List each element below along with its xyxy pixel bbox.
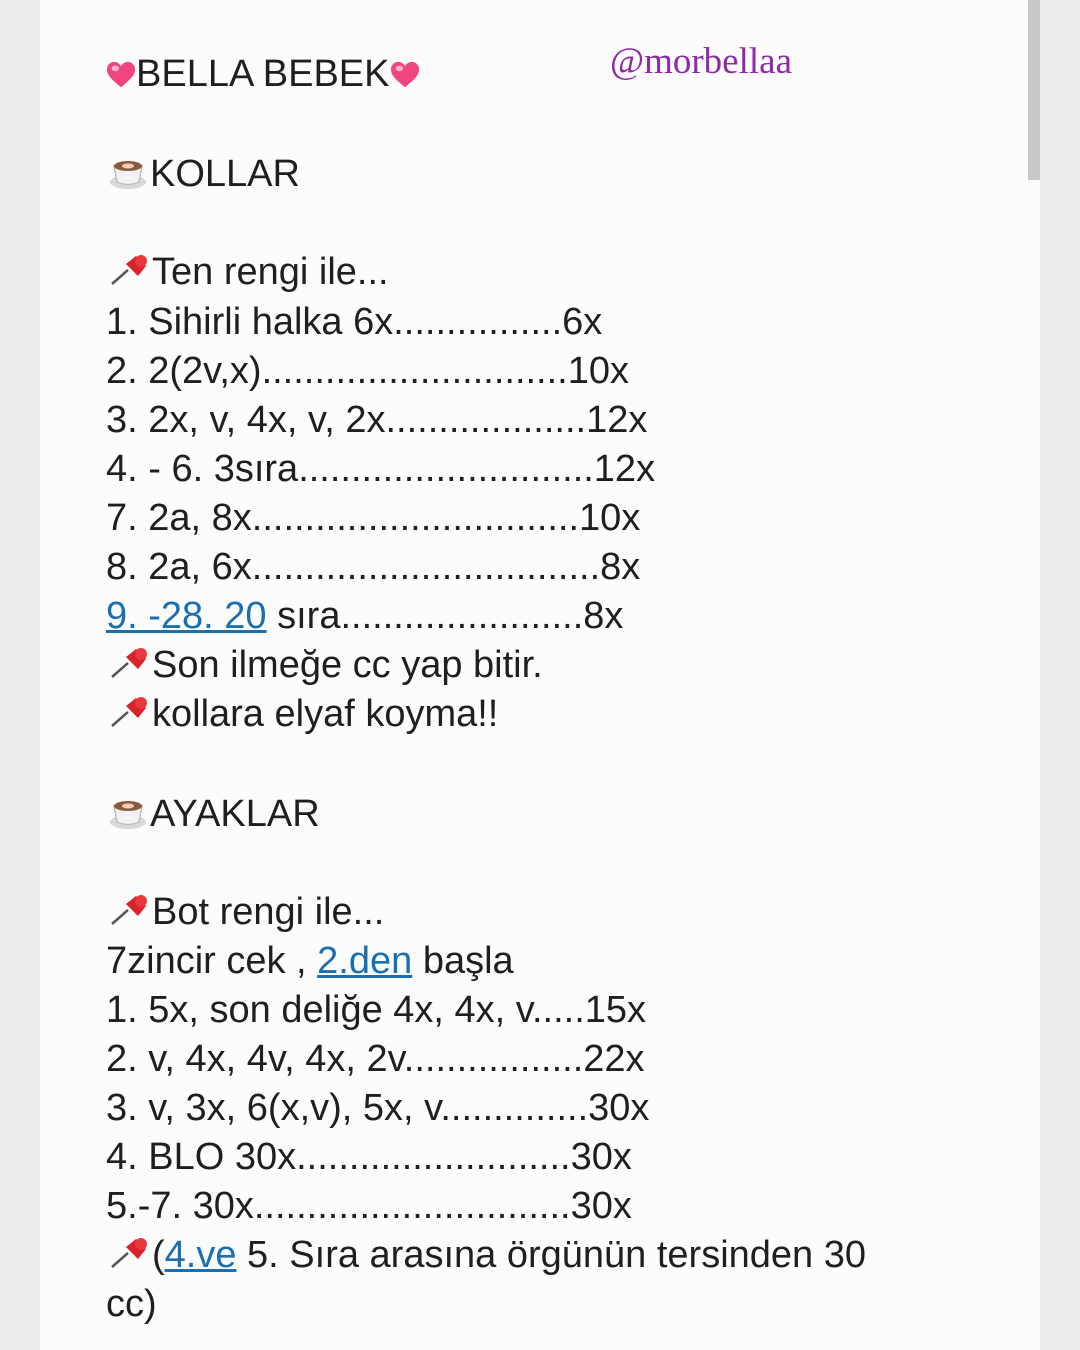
heart-icon (390, 60, 420, 90)
arms-row-3: 3. 2x, v, 4x, v, 2x...................12x (106, 399, 648, 441)
arms-intro: Ten rengi ile... (106, 248, 389, 296)
scrollbar[interactable] (1028, 0, 1040, 180)
legs-note-wrap: cc) (106, 1283, 157, 1325)
legs-row-2: 2. v, 4x, 4v, 4x, 2v.................22x (106, 1038, 645, 1080)
row-range-link[interactable]: 9. -28. 20 (106, 595, 267, 637)
pushpin-icon (106, 692, 152, 732)
pushpin-icon (106, 890, 152, 930)
legs-row-4: 4. BLO 30x..........................30x (106, 1136, 632, 1178)
legs-row-1: 1. 5x, son deliğe 4x, 4x, v.....15x (106, 989, 647, 1031)
legs-row-5-7: 5.-7. 30x..............................30x (106, 1185, 632, 1227)
arms-row-1: 1. Sihirli halka 6x................6x (106, 301, 603, 343)
row-4-link[interactable]: 4.ve (164, 1234, 237, 1276)
instagram-handle: @morbellaa (610, 41, 793, 82)
pushpin-icon (106, 1233, 152, 1273)
section-title-legs: AYAKLAR (106, 790, 320, 838)
arms-row-9: 9. -28. 20 sıra.......................8x (106, 595, 624, 637)
coffee-cup-icon (106, 152, 150, 192)
arms-row-7: 7. 2a, 8x...............................10x (106, 497, 641, 539)
heart-icon (106, 60, 136, 90)
arms-note-2: kollara elyaf koyma!! (106, 690, 498, 738)
arms-row-8: 8. 2a, 6x.................................8x (106, 546, 641, 588)
legs-chain: 7zincir cek , 2.den başla (106, 940, 514, 982)
legs-note: (4.ve 5. Sıra arasına örgünün tersinden 30 (106, 1231, 866, 1279)
arms-row-2: 2. 2(2v,x).............................10x (106, 350, 630, 392)
chain-start-link[interactable]: 2.den (317, 940, 413, 982)
section-title-arms: KOLLAR (106, 150, 300, 198)
arms-note-1: Son ilmeğe cc yap bitir. (106, 641, 543, 689)
legs-intro: Bot rengi ile... (106, 888, 384, 936)
title-text: BELLA BEBEK (136, 53, 390, 95)
pushpin-icon (106, 643, 152, 683)
pushpin-icon (106, 250, 152, 290)
coffee-cup-icon (106, 792, 150, 832)
legs-row-3: 3. v, 3x, 6(x,v), 5x, v..............30x (106, 1087, 650, 1129)
page-title (106, 50, 420, 98)
arms-row-4: 4. - 6. 3sıra............................12x (106, 448, 656, 490)
